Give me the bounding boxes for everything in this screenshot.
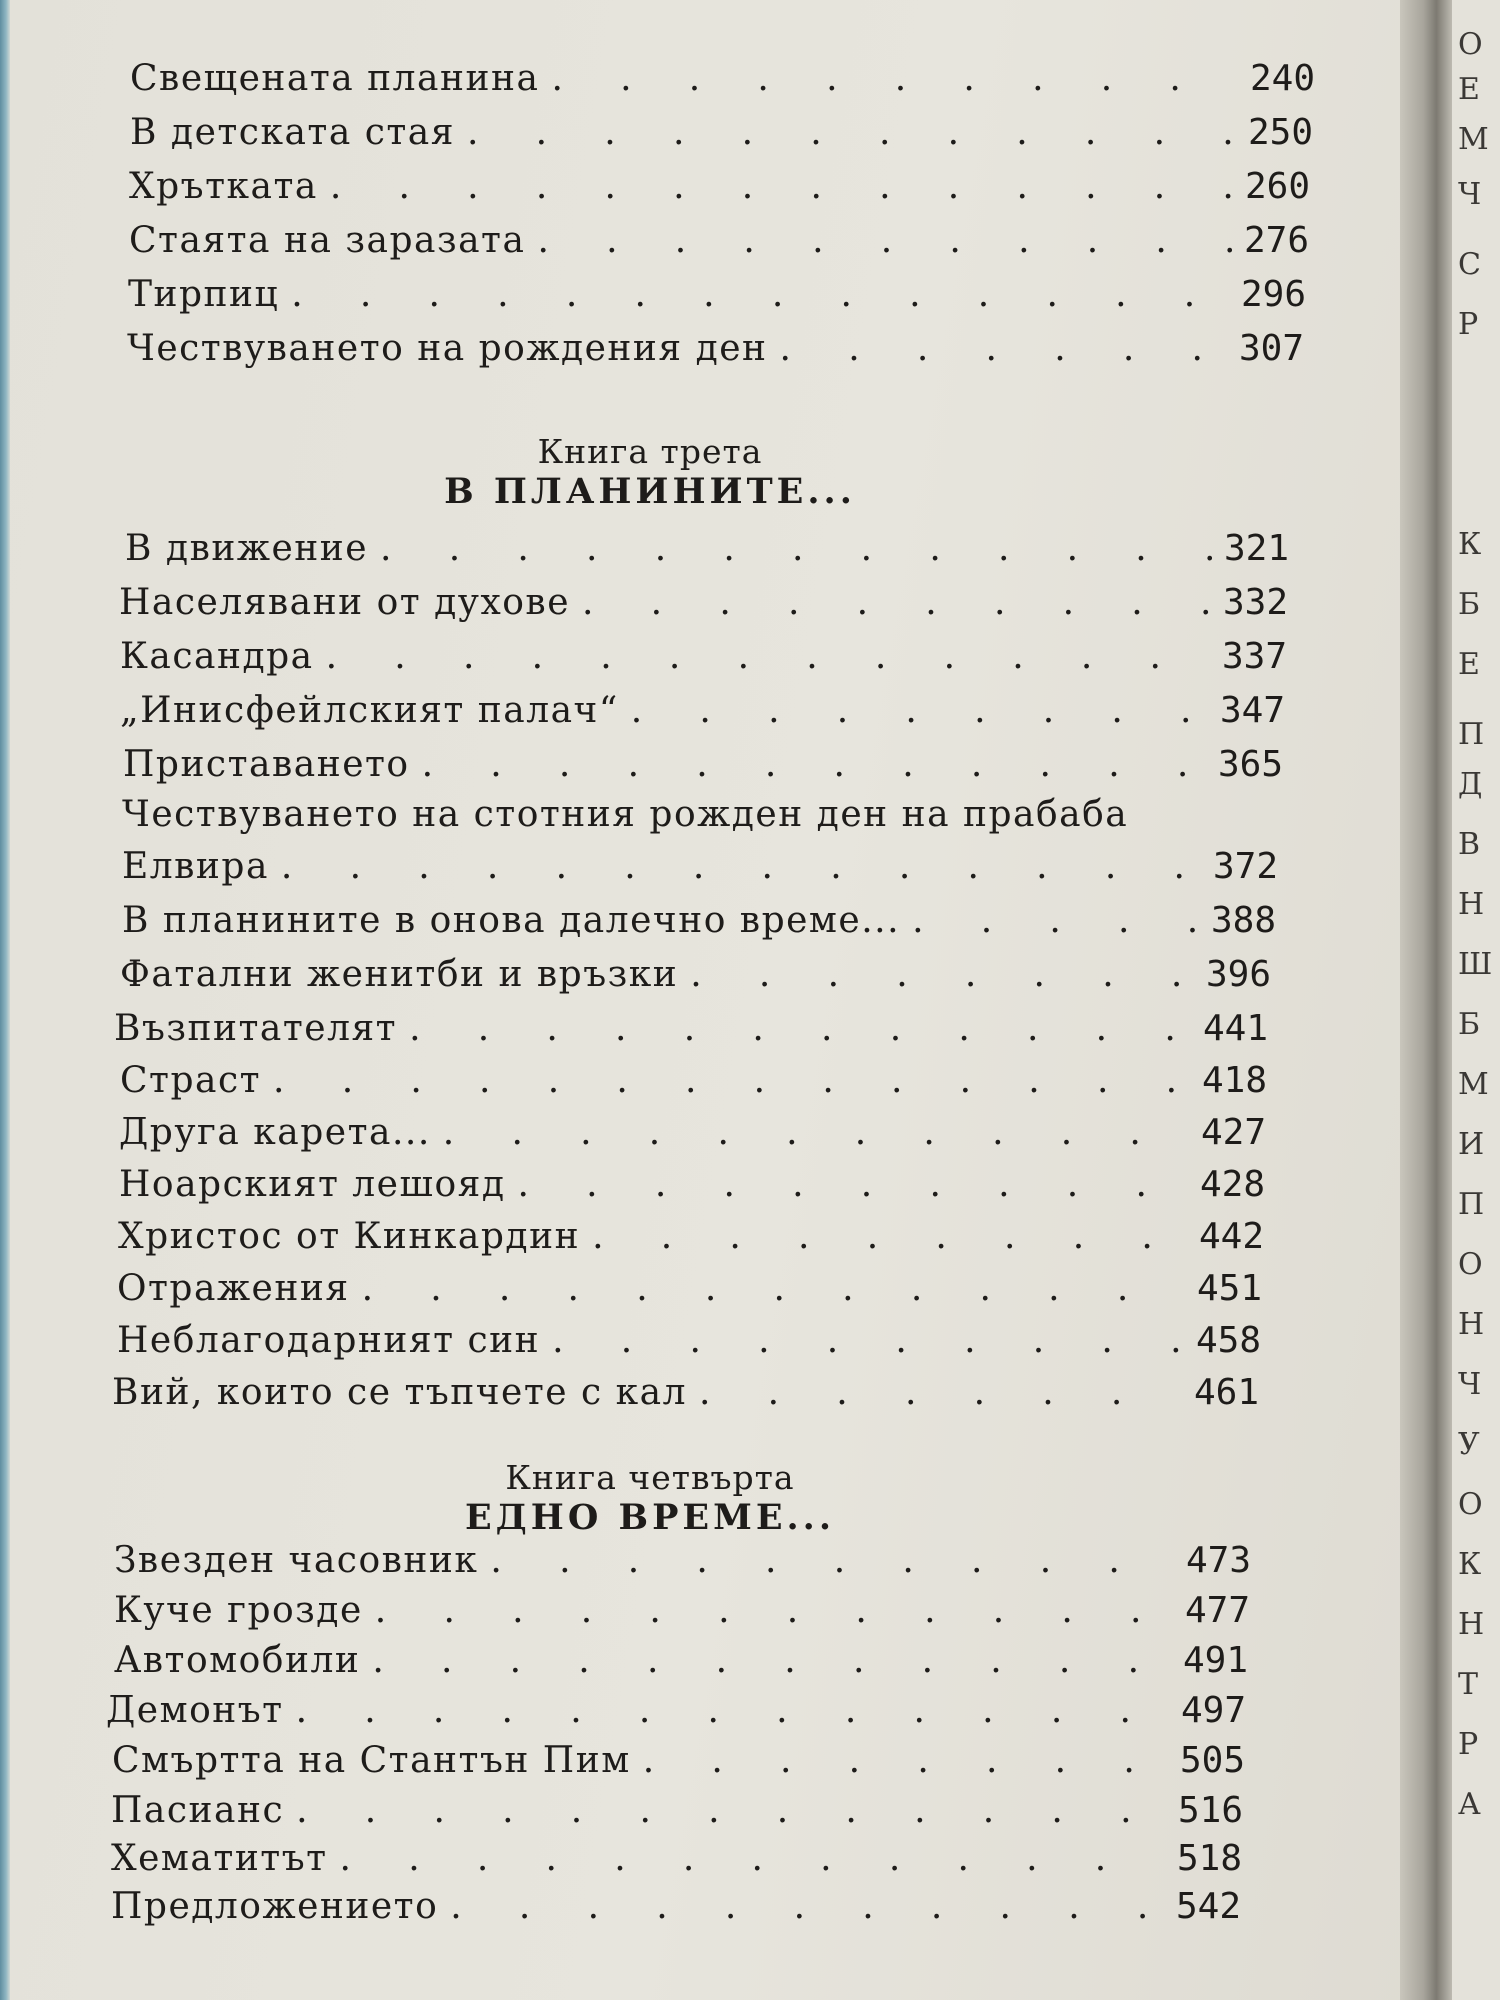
- toc-entry-title: Смъртта на Стантън Пим: [112, 1740, 631, 1781]
- facing-page-letter: Ч: [1458, 1367, 1482, 1402]
- toc-entry-page: 428: [1199, 1164, 1265, 1205]
- toc-entry-title: Отражения: [117, 1268, 350, 1309]
- dot-leaders: [443, 1112, 1189, 1153]
- toc-entry-title: Хрътката: [129, 166, 318, 207]
- toc-entry: [117, 1268, 1262, 1314]
- toc-entry-page: 347: [1219, 690, 1285, 731]
- toc-entry: [118, 1216, 1264, 1262]
- dot-leaders: [780, 328, 1227, 369]
- toc-entry-page: 518: [1176, 1838, 1242, 1879]
- dot-leaders: [592, 1216, 1187, 1257]
- dot-leaders: [340, 1838, 1165, 1879]
- toc-entry-title: Ноарският лешояд: [119, 1164, 506, 1205]
- dot-leaders: [518, 1164, 1188, 1205]
- facing-page-letter: Е: [1458, 72, 1480, 107]
- dot-leaders: [380, 528, 1212, 569]
- facing-page-letter: Н: [1458, 887, 1485, 922]
- facing-page-letter: Д: [1458, 767, 1483, 802]
- toc-entry-page: 388: [1210, 900, 1276, 941]
- toc-entry: [128, 274, 1306, 320]
- toc-entry: [114, 1640, 1248, 1686]
- toc-entry-title: Фатални женитби и връзки: [120, 954, 679, 995]
- toc-entry-title: Свещената планина: [130, 58, 540, 99]
- dot-leaders: [643, 1740, 1168, 1781]
- toc-entry: [119, 1112, 1266, 1158]
- dot-leaders: [326, 636, 1210, 677]
- toc-entry: [111, 1838, 1242, 1884]
- toc-entry-title: Звезден часовник: [114, 1540, 479, 1581]
- toc-entry: [125, 528, 1289, 574]
- facing-page-letter: Н: [1458, 1607, 1485, 1642]
- toc-entry-page: 337: [1221, 636, 1287, 677]
- toc-entry-page: 477: [1184, 1590, 1250, 1631]
- toc-entry-title-line1: Чествуването на стотния рожден ден на прабаба: [122, 794, 1129, 835]
- toc-entry-page: 442: [1198, 1216, 1264, 1257]
- facing-page-letter: С: [1458, 247, 1481, 282]
- facing-page-letter: Р: [1458, 307, 1479, 342]
- dot-leaders: [631, 690, 1208, 731]
- book-three-label: Книга трета: [537, 432, 763, 471]
- toc-entry: [111, 1886, 1241, 1932]
- toc-entry-title: „Инисфейлският палач“: [120, 690, 619, 731]
- toc-entry-title: Тирпиц: [128, 274, 280, 315]
- toc-entry-title: Приставането: [123, 744, 410, 785]
- facing-page-letter: Р: [1458, 1727, 1479, 1762]
- toc-entry: [120, 690, 1285, 736]
- toc-entry-title: Населявани от духове: [119, 582, 570, 623]
- facing-page-letter: И: [1458, 1127, 1485, 1162]
- dot-leaders: [490, 1540, 1174, 1581]
- facing-page-letter: М: [1458, 1067, 1489, 1102]
- dot-leaders: [362, 1268, 1185, 1309]
- dot-leaders: [372, 1640, 1171, 1681]
- toc-entry: [106, 1690, 1246, 1736]
- toc-entry-title-line2: Елвира: [122, 846, 269, 887]
- toc-entry-title: Неблагодарният син: [117, 1320, 541, 1361]
- toc-entry-page: 276: [1243, 220, 1309, 261]
- toc-entry-title: Чествуването на рождения ден: [127, 328, 768, 369]
- facing-page-letter: П: [1458, 717, 1485, 752]
- book-four-label: Книга четвърта: [505, 1458, 795, 1497]
- facing-page-letter: О: [1458, 27, 1483, 62]
- toc-entry-page: 497: [1180, 1690, 1246, 1731]
- dot-leaders: [296, 1790, 1166, 1831]
- dot-leaders: [537, 220, 1232, 261]
- dot-leaders: [551, 58, 1238, 99]
- toc-entry-page: 441: [1202, 1008, 1268, 1049]
- toc-entry-page: 458: [1195, 1320, 1261, 1361]
- toc-entry: [123, 744, 1283, 790]
- toc-entry-page: 307: [1238, 328, 1304, 369]
- toc-entry-title: Касандра: [120, 636, 314, 677]
- toc-entry-title: Друга карета...: [119, 1112, 431, 1153]
- toc-entry-page: 427: [1200, 1112, 1266, 1153]
- book-gutter: [1400, 0, 1452, 2000]
- facing-page-letter: Н: [1458, 1307, 1485, 1342]
- dot-leaders: [467, 112, 1236, 153]
- toc-entry-title: Предложението: [111, 1886, 439, 1927]
- toc-entry-title: Стаята на заразата: [129, 220, 526, 261]
- dot-leaders: [291, 274, 1229, 315]
- facing-page-letter: А: [1458, 1787, 1481, 1822]
- toc-entry: [130, 112, 1313, 158]
- dot-leaders: [422, 744, 1206, 785]
- toc-entry-page: 372: [1212, 846, 1278, 887]
- facing-page-edge: [1452, 0, 1500, 2000]
- toc-entry-page: 365: [1217, 744, 1283, 785]
- toc-entry: [119, 582, 1288, 628]
- toc-entry: [119, 1164, 1265, 1210]
- facing-page-letter: Б: [1458, 587, 1481, 622]
- toc-entry-title: Възпитателят: [114, 1008, 398, 1049]
- toc-entry: [114, 1008, 1268, 1054]
- facing-page-letter: К: [1458, 527, 1482, 562]
- toc-entry: [129, 220, 1309, 266]
- toc-entry: [122, 900, 1276, 946]
- toc-entry: [112, 1740, 1245, 1786]
- toc-entry: [114, 1540, 1251, 1586]
- dot-leaders: [375, 1590, 1173, 1631]
- book-four-heading: [0, 1458, 1300, 1538]
- toc-entry-title: Христос от Кинкардин: [118, 1216, 581, 1257]
- toc-entry-title: Страст: [120, 1060, 262, 1101]
- toc-entry-title: Автомобили: [114, 1640, 361, 1681]
- toc-entry-page: 260: [1244, 166, 1310, 207]
- toc-entry-page: 240: [1249, 58, 1315, 99]
- toc-entry-page: 396: [1205, 954, 1271, 995]
- toc-entry-page: 473: [1185, 1540, 1251, 1581]
- toc-entry: [120, 954, 1271, 1000]
- toc-entry: [114, 1590, 1250, 1636]
- facing-page-letter: Ш: [1458, 947, 1493, 982]
- book-binding-edge: [0, 0, 10, 2000]
- facing-page-letter: Т: [1458, 1667, 1479, 1702]
- dot-leaders: [582, 582, 1211, 623]
- toc-entry: [120, 1060, 1267, 1106]
- facing-page-letter: Е: [1458, 647, 1480, 682]
- facing-page-letter: Ч: [1458, 177, 1482, 212]
- toc-entry-page: 461: [1193, 1372, 1259, 1413]
- toc-entry: [117, 1320, 1261, 1366]
- facing-page-letter: О: [1458, 1247, 1483, 1282]
- dot-leaders: [552, 1320, 1184, 1361]
- dot-leaders: [912, 900, 1199, 941]
- facing-page-letter: П: [1458, 1187, 1485, 1222]
- dot-leaders: [273, 1060, 1190, 1101]
- toc-entry-page: 332: [1222, 582, 1288, 623]
- dot-leaders: [296, 1690, 1169, 1731]
- toc-entry-title: Демонът: [106, 1690, 284, 1731]
- toc-entry-title: В детската стая: [130, 112, 455, 153]
- dot-leaders: [330, 166, 1233, 207]
- dot-leaders: [699, 1372, 1182, 1413]
- toc-entry-page: 250: [1247, 112, 1313, 153]
- toc-entry-page: 451: [1196, 1268, 1262, 1309]
- dot-leaders: [409, 1008, 1191, 1049]
- toc-entry: [111, 1790, 1243, 1836]
- dot-leaders: [450, 1886, 1164, 1927]
- toc-entry-title: В движение: [125, 528, 369, 569]
- toc-entry-page: 418: [1201, 1060, 1267, 1101]
- toc-entry-title: Пасианс: [111, 1790, 285, 1831]
- toc-entry-title: Вий, които се тъпчете с кал: [112, 1372, 687, 1413]
- facing-page-letter: К: [1458, 1547, 1482, 1582]
- book-four-title: ЕДНО ВРЕМЕ...: [464, 1497, 836, 1538]
- toc-entry-page: 542: [1175, 1886, 1241, 1927]
- facing-page-letter: У: [1458, 1427, 1480, 1462]
- toc-entry: [129, 166, 1310, 212]
- toc-entry-page: 491: [1182, 1640, 1248, 1681]
- toc-entry: [122, 846, 1278, 892]
- dot-leaders: [281, 846, 1201, 887]
- facing-page-letter: Б: [1458, 1007, 1481, 1042]
- facing-page-letter: О: [1458, 1487, 1483, 1522]
- book-three-heading: [0, 432, 1300, 512]
- toc-entry-page: 516: [1177, 1790, 1243, 1831]
- toc-entry: [130, 58, 1315, 104]
- toc-entry-page: 505: [1179, 1740, 1245, 1781]
- facing-page-letter: В: [1458, 827, 1481, 862]
- toc-entry: [127, 328, 1304, 374]
- toc-entry-page: 321: [1223, 528, 1289, 569]
- facing-page-letter: М: [1458, 122, 1489, 157]
- toc-entry-page: 296: [1240, 274, 1306, 315]
- toc-entry: [120, 636, 1287, 682]
- book-three-title: В ПЛАНИНИТЕ...: [444, 471, 856, 512]
- toc-entry-title: Хематитът: [111, 1838, 328, 1879]
- toc-entry-title: Куче грозде: [114, 1590, 363, 1631]
- toc-entry: [112, 1372, 1259, 1418]
- dot-leaders: [690, 954, 1194, 995]
- toc-entry-title: В планините в онова далечно време...: [122, 900, 901, 941]
